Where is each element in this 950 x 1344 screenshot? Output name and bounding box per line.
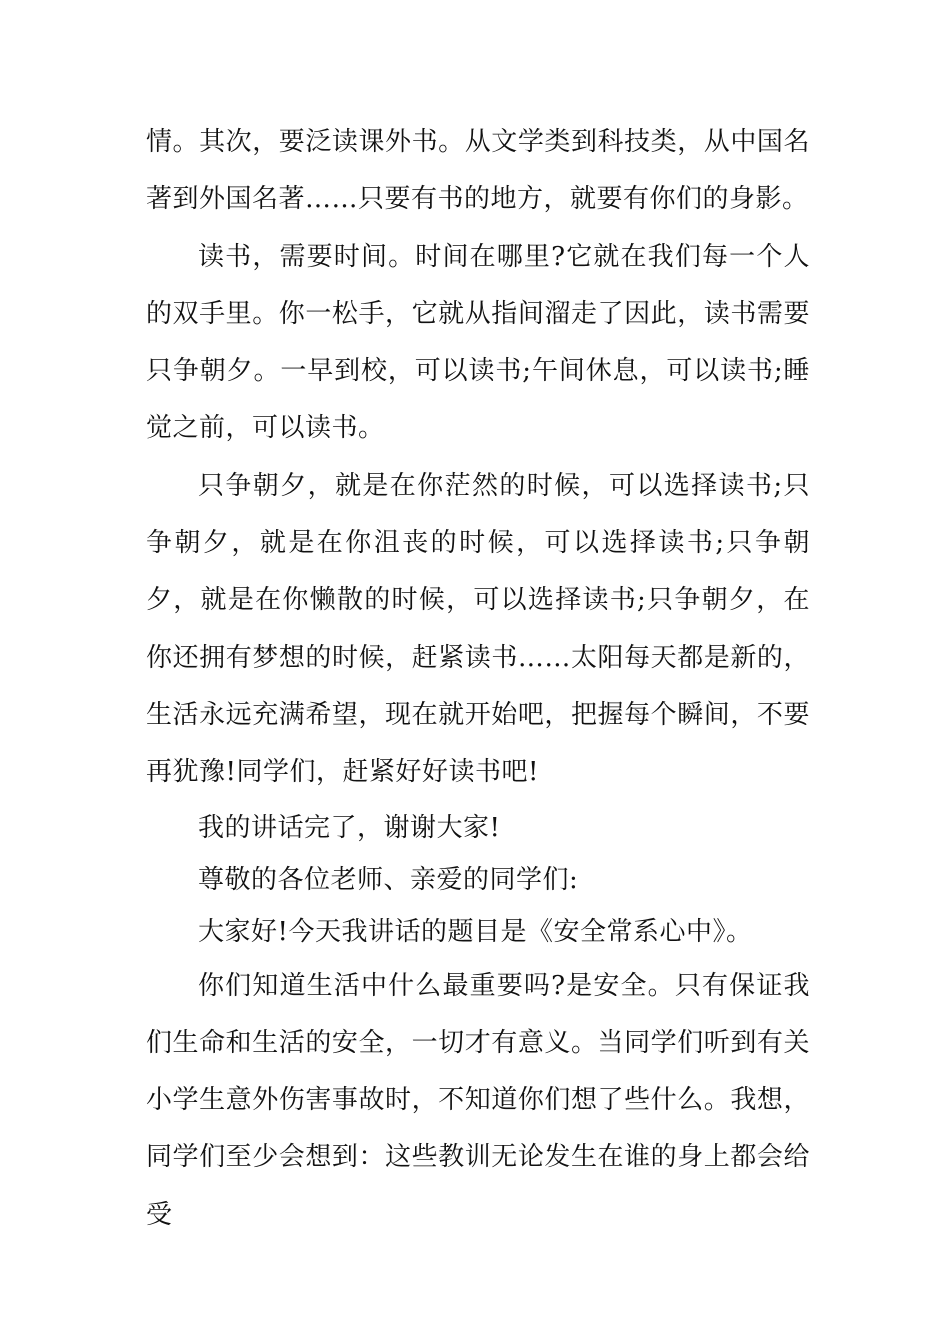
document-body [146, 114, 810, 1244]
paragraph-reading-time: 读书，需要时间。时间在哪里?它就在我们每一个人的双手里。你一松手，它就从指间溜走了因此，读书需要只争朝夕。一早到校，可以读书;午间休息，可以读书;睡觉之前，可以读书。 [146, 241, 810, 444]
paragraph-continuation: 情。其次，要泛读课外书。从文学类到科技类，从中国名著到外国名著……只要有书的地方，就要有你们的身影。 [146, 127, 810, 215]
paragraph-safety-importance: 你们知道生活中什么最重要吗?是安全。只有保证我们生命和生活的安全，一切才有意义。当同学们听到有关小学生意外伤害事故时，不知道你们想了些什么。我想，同学们至少会想到：这些教训无论发生在谁的身上都会给受 [146, 970, 810, 1230]
paragraph-salutation: 尊敬的各位老师、亲爱的同学们: [198, 864, 579, 895]
paragraph-speech-title: 大家好!今天我讲话的题目是《安全常系心中》。 [198, 916, 753, 947]
paragraph-closing-thanks: 我的讲话完了，谢谢大家! [198, 812, 501, 843]
paragraph-seize-the-day: 只争朝夕，就是在你茫然的时候，可以选择读书;只争朝夕，就是在你沮丧的时候，可以选择读书;只争朝夕，就是在你懒散的时候，可以选择读书;只争朝夕，在你还拥有梦想的时候，赶紧读书……太阳每天都是新的，生活永远充满希望，现在就开始吧，把握每个瞬间，不要再犹豫!同学们，赶紧好好读书吧! [146, 470, 810, 788]
